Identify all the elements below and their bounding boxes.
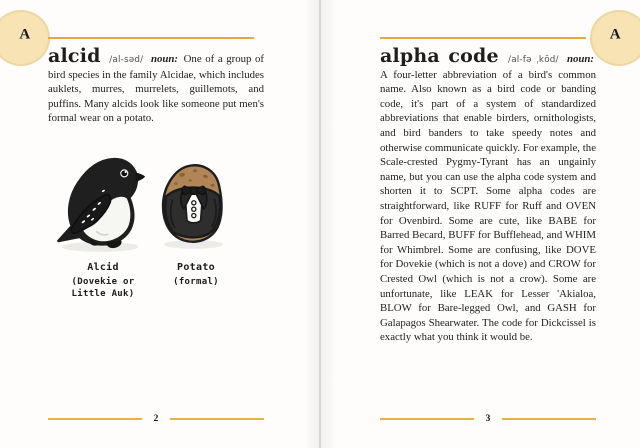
dovekie-bird-illustration	[55, 150, 151, 256]
gutter-shadow-left	[303, 0, 319, 448]
page-number: 2	[153, 414, 159, 424]
dictionary-entry-alcid	[48, 45, 265, 126]
entry-term: alcid	[48, 45, 101, 67]
gutter-shadow-right	[321, 0, 337, 448]
potato-in-tuxedo-illustration	[155, 156, 231, 256]
tab-letter: A	[19, 26, 31, 43]
left-page	[48, 30, 264, 126]
entry-heading-rule	[48, 37, 254, 39]
entry-pronunciation: /al-fə ˌkōd/	[508, 55, 559, 65]
caption-title: Alcid	[87, 262, 119, 273]
entry-heading-rule	[380, 37, 586, 39]
right-page	[380, 30, 596, 345]
left-page-footer	[48, 414, 264, 424]
caption-potato	[146, 262, 246, 288]
page-gutter-divider	[319, 0, 321, 448]
entry-definition: A four-letter abbreviation of a bird's common name. Also known as a bird code or banding code, it's part of a system of standardized abbreviations that enable birders, ornithologists, and bird banders to take speedy notes and otherwise communicate quickly. For example, the Scale-crested Pygmy-Tyrant has an ungainly name, but you can use the alpha code system and shorten it to SCPT. Some alpha codes are straightforward, like RUFF for Ruff and OVEN for Ovenbird. Some are cute, like BABE for Barred Becard, BUFF for Bufflehead, and WHIM for Whimbrel. Some are confusing, like DOVE for Dovekie (which is not a dove) and CROW for Crested Owl (which is not a crow). Some are unfortunate, like LEAK for Lesser 'Akialoa, BLOW for Bare-legged Owl, and GASH for Galapagos Shearwater. The code for Dickcissel is exactly what you think it would be.	[380, 68, 596, 344]
right-page-footer	[380, 414, 596, 424]
footer-rule	[380, 418, 474, 420]
entry-definition: One of a group of bird species in the family Alcidae, which includes auklets, murres, murrelets, guillemots, and puffins. Many alcids look like someone put men's formal wear on a potato.	[48, 53, 265, 125]
footer-rule	[48, 418, 142, 420]
entry-term: alpha code	[380, 45, 499, 67]
entry-part-of-speech: noun:	[150, 53, 178, 65]
dictionary-entry-alpha-code	[380, 45, 596, 345]
alphabet-thumb-tab-left	[0, 10, 50, 66]
caption-subtitle: (formal)	[173, 277, 219, 287]
alphabet-thumb-tab-right	[590, 10, 640, 66]
caption-subtitle: Little Auk)	[71, 289, 135, 299]
footer-rule	[502, 418, 596, 420]
page-number: 3	[485, 414, 491, 424]
caption-subtitle: (Dovekie or	[71, 277, 135, 287]
entry-part-of-speech: noun:	[567, 53, 595, 65]
caption-alcid	[53, 262, 153, 300]
entry-pronunciation: /al-səd/	[109, 55, 144, 65]
tab-letter: A	[609, 26, 621, 43]
footer-rule	[170, 418, 264, 420]
caption-title: Potato	[177, 262, 215, 273]
